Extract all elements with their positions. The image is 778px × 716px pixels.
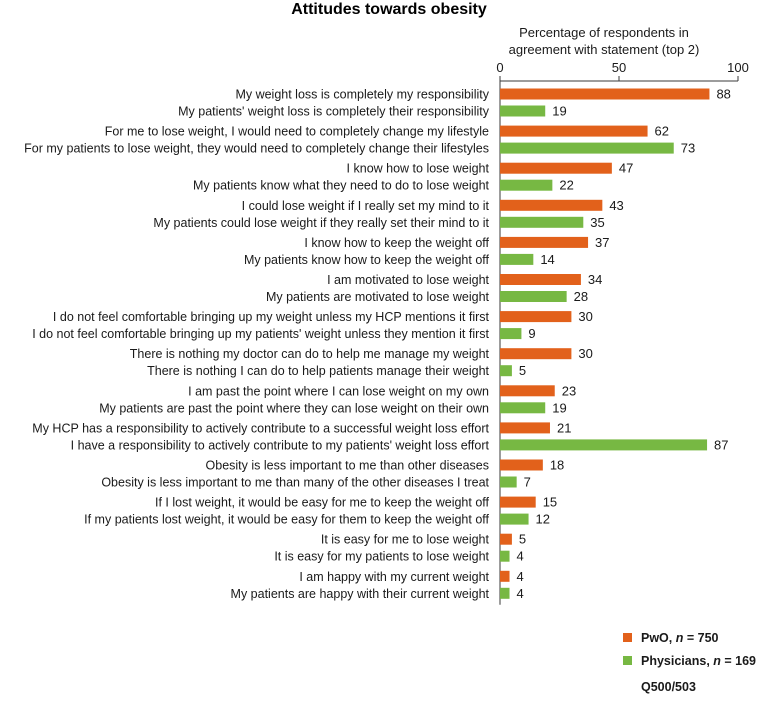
value-label-pwo: 30 <box>578 309 593 325</box>
category-label-pwo: I know how to keep the weight off <box>304 235 489 250</box>
bars-group <box>500 87 731 601</box>
value-label-physicians: 73 <box>680 140 696 156</box>
bar-physicians <box>500 477 517 488</box>
x-tick-label: 0 <box>496 60 504 75</box>
legend-physicians-suffix: = 169 <box>720 654 757 668</box>
x-tick-label: 50 <box>611 60 627 75</box>
value-label-pwo: 37 <box>595 234 610 250</box>
value-label-pwo: 34 <box>587 272 603 287</box>
category-labels-group <box>24 88 490 601</box>
bar-physicians <box>500 254 533 265</box>
value-label-pwo: 88 <box>716 86 731 102</box>
bar-physicians <box>500 143 674 154</box>
bar-pwo <box>500 126 648 137</box>
category-label-physicians: My patients' weight loss is completely their responsibility <box>178 104 489 119</box>
category-label-pwo: For me to lose weight, I would need to completely change my lifestyle <box>104 124 489 139</box>
category-label-physicians: My patients are happy with their current weight <box>230 586 489 601</box>
category-label-physicians: My patients know how to keep the weight off <box>243 252 489 267</box>
value-label-pwo: 23 <box>561 383 577 399</box>
value-label-pwo: 47 <box>618 160 634 176</box>
legend-physicians-prefix: Physicians, <box>641 654 714 668</box>
value-label-pwo: 62 <box>654 123 670 139</box>
value-label-physicians: 35 <box>590 214 605 230</box>
category-label-pwo: I know how to lose weight <box>346 161 489 176</box>
value-label-pwo: 30 <box>578 346 593 362</box>
x-axis-title-line-2: agreement with statement (top 2) <box>508 42 700 57</box>
category-label-physicians: I do not feel comfortable bringing up my patients' weight unless they mention it first <box>32 327 489 342</box>
category-label-pwo: My HCP has a responsibility to actively contribute to a successful weight loss effort <box>32 421 489 436</box>
category-label-physicians: Obesity is less important to me than many of the other diseases I treat <box>101 475 489 490</box>
category-label-physicians: If my patients lost weight, it would be easy for them to keep the weight off <box>84 512 489 527</box>
bar-physicians <box>500 217 583 228</box>
value-label-physicians: 7 <box>523 474 531 490</box>
bar-physicians <box>500 291 567 302</box>
bar-pwo <box>500 571 510 582</box>
bar-pwo <box>500 274 581 285</box>
category-label-pwo: There is nothing my doctor can do to help me manage my weight <box>129 347 489 362</box>
bar-physicians <box>500 365 512 376</box>
bar-pwo <box>500 460 543 471</box>
bar-pwo <box>500 237 588 248</box>
bar-pwo <box>500 348 571 359</box>
question-reference-note: Q500/503 <box>641 680 696 694</box>
value-label-pwo: 4 <box>516 568 524 584</box>
bar-physicians <box>500 514 529 525</box>
category-label-pwo: I could lose weight if I really set my mind to it <box>241 198 489 213</box>
category-label-pwo: Obesity is less important to me than other diseases <box>205 458 489 473</box>
value-label-physicians: 28 <box>573 289 589 304</box>
legend-label-pwo <box>641 631 719 645</box>
legend-swatch-pwo <box>623 633 632 642</box>
category-label-pwo: I do not feel comfortable bringing up my weight unless my HCP mentions it first <box>52 310 489 325</box>
category-label-physicians: My patients are past the point where they can lose weight on their own <box>99 401 489 416</box>
category-label-pwo: I am motivated to lose weight <box>327 273 489 287</box>
category-label-physicians: It is easy for my patients to lose weight <box>274 549 489 564</box>
value-label-physicians: 12 <box>535 511 551 527</box>
bar-pwo <box>500 422 550 433</box>
category-label-physicians: My patients could lose weight if they really set their mind to it <box>153 215 489 230</box>
legend-physicians-n: n <box>713 654 721 668</box>
bar-physicians <box>500 106 545 117</box>
chart-title: Attitudes towards obesity <box>291 1 487 18</box>
bar-physicians <box>500 439 707 450</box>
bar-physicians <box>500 180 552 191</box>
value-label-physicians: 5 <box>518 363 527 379</box>
category-label-physicians: For my patients to lose weight, they would need to completely change their lifestyles <box>24 141 489 156</box>
x-axis-title-line-1: Percentage of respondents in <box>519 25 689 40</box>
bar-physicians <box>500 328 521 339</box>
value-label-physicians: 87 <box>714 437 729 453</box>
category-label-pwo: If I lost weight, it would be easy for me to keep the weight off <box>155 495 489 510</box>
value-label-physicians: 9 <box>528 326 536 342</box>
bar-pwo <box>500 311 571 322</box>
category-label-pwo: My weight loss is completely my responsibility <box>235 87 489 102</box>
value-label-pwo: 5 <box>518 531 527 547</box>
bar-physicians <box>500 588 510 599</box>
legend-swatch-physicians <box>623 656 632 665</box>
bar-pwo <box>500 385 555 396</box>
legend-pwo-n: n <box>675 631 684 645</box>
bar-pwo <box>500 497 536 508</box>
category-label-physicians: I have a responsibility to actively contribute to my patients' weight loss effort <box>70 438 489 453</box>
bar-pwo <box>500 163 612 174</box>
value-label-pwo: 43 <box>609 197 624 213</box>
bar-pwo <box>500 89 709 100</box>
bar-pwo <box>500 534 512 545</box>
value-label-physicians: 4 <box>516 548 524 564</box>
value-label-pwo: 15 <box>542 494 558 510</box>
value-label-physicians: 22 <box>559 177 574 193</box>
category-label-physicians: There is nothing I can do to help patients manage their weight <box>147 364 489 379</box>
category-label-pwo: I am past the point where I can lose weight on my own <box>188 384 489 399</box>
bar-pwo <box>500 200 602 211</box>
value-label-physicians: 19 <box>552 400 567 416</box>
legend-pwo-suffix: = 750 <box>683 631 719 645</box>
value-label-pwo: 18 <box>549 457 565 473</box>
value-label-physicians: 19 <box>552 103 567 119</box>
category-label-pwo: It is easy for me to lose weight <box>320 532 489 547</box>
category-label-physicians: My patients know what they need to do to lose weight <box>192 178 489 193</box>
x-tick-label: 100 <box>727 60 749 75</box>
legend-pwo-prefix: PwO, <box>641 631 676 645</box>
category-label-pwo: I am happy with my current weight <box>299 569 489 584</box>
legend <box>623 631 756 668</box>
value-label-physicians: 4 <box>516 585 524 601</box>
bar-physicians <box>500 402 545 413</box>
value-label-pwo: 21 <box>556 420 572 436</box>
bar-physicians <box>500 551 510 562</box>
category-label-physicians: My patients are motivated to lose weight <box>265 290 489 304</box>
legend-label-physicians <box>641 654 756 668</box>
value-label-physicians: 14 <box>540 251 555 267</box>
